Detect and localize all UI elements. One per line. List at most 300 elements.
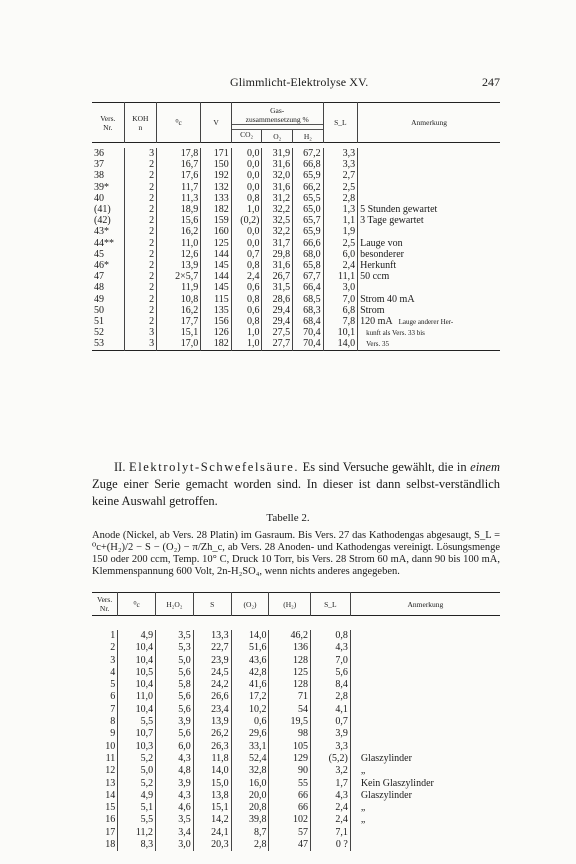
table-cell: 3 — [124, 338, 156, 350]
table-cell: 11,3 — [157, 193, 201, 204]
table-cell: 4,6 — [156, 802, 194, 814]
table-cell: 5,8 — [156, 679, 194, 691]
table-cell: 24,1 — [193, 827, 231, 839]
table-row — [92, 327, 500, 338]
table-row — [92, 691, 500, 703]
table-cell: 38 — [94, 170, 104, 182]
table-cell: 182 — [201, 204, 231, 215]
table-cell: 50 — [94, 304, 104, 316]
table-cell-note — [358, 226, 500, 237]
t1-col-nr: Nr. — [103, 122, 113, 132]
table-cell-note — [358, 238, 500, 249]
table-cell: 0,7 — [231, 249, 262, 260]
table-cell: 2 — [124, 170, 156, 181]
table-cell: 3,5 — [156, 630, 194, 642]
table-row — [92, 679, 500, 691]
table-cell: (41) — [94, 204, 111, 216]
table-cell: 0,7 — [311, 716, 351, 728]
table-cell: 26,3 — [193, 741, 231, 753]
table-cell: 14,2 — [193, 814, 231, 826]
note-text-small: kunft als Vers. 33 bis — [366, 329, 425, 338]
table-cell: 1 — [110, 630, 116, 641]
t2-col-h2o2: H₂O₂ — [156, 593, 194, 616]
table-cell: 2 — [124, 260, 156, 271]
table-cell: 2 — [124, 204, 156, 215]
table-cell: 13,3 — [193, 630, 231, 642]
table-cell: 66,8 — [293, 159, 324, 170]
section-text-2: Zuge einer Serie gemacht worden sind. In dieser ist dann selbst-verständlich keine Auswahl getroffen. — [92, 477, 500, 508]
table-cell: 4,9 — [118, 790, 156, 802]
table-cell: 0,0 — [231, 159, 262, 170]
table-cell: 144 — [201, 249, 231, 260]
table-cell: 17,8 — [157, 148, 201, 159]
t1-col-koh: KOH — [132, 113, 149, 123]
table-cell-note: Glaszylinder — [350, 790, 500, 802]
table-cell: 6,0 — [323, 249, 357, 260]
table-cell: 39* — [94, 181, 109, 193]
table-cell: 29,4 — [262, 305, 293, 316]
table-cell: 43,6 — [231, 655, 269, 667]
table-cell: 8,7 — [231, 827, 269, 839]
table-cell: 5,2 — [118, 778, 156, 790]
table-cell: 5,1 — [118, 802, 156, 814]
t1-col-gas-2: zusammensetzung % — [245, 115, 309, 124]
t2-col-o2: (O₂) — [231, 593, 269, 616]
table-cell: 4,3 — [311, 790, 351, 802]
table-2 — [92, 592, 500, 851]
table-row — [92, 260, 500, 271]
table-cell: 6,8 — [323, 305, 357, 316]
table-cell: 46* — [94, 260, 109, 272]
table-cell: 49 — [94, 293, 104, 305]
table-cell: 3,9 — [156, 716, 194, 728]
table-row — [92, 765, 500, 777]
table-cell: 2,8 — [311, 691, 351, 703]
table-cell: 68,4 — [293, 316, 324, 327]
table-row — [92, 226, 500, 237]
table-cell: 67,2 — [293, 148, 324, 159]
table-cell-note — [358, 327, 500, 338]
table-row — [92, 655, 500, 667]
table-cell: 132 — [201, 182, 231, 193]
table-cell: 55 — [269, 778, 311, 790]
table-cell: 144 — [201, 271, 231, 282]
table-cell-note — [358, 305, 500, 316]
table-cell: 66,2 — [293, 182, 324, 193]
table-row — [92, 204, 500, 215]
table-cell: 5,6 — [156, 728, 194, 740]
table-cell: 28,6 — [262, 294, 293, 305]
t1-col-v: V — [201, 103, 231, 143]
table-cell: 0,6 — [231, 305, 262, 316]
table-1-body — [92, 148, 500, 353]
table-cell: 4,3 — [156, 753, 194, 765]
table-cell: 5,3 — [156, 642, 194, 654]
table-cell: 126 — [201, 327, 231, 338]
note-text: Lauge von — [360, 237, 403, 249]
table-cell: 5,2 — [118, 753, 156, 765]
table-cell: 0,6 — [231, 716, 269, 728]
table-cell: 24,2 — [193, 679, 231, 691]
table-cell: 145 — [201, 282, 231, 293]
table-cell: 32,8 — [231, 765, 269, 777]
table-cell: 11 — [105, 752, 116, 764]
table-cell-note — [358, 148, 500, 159]
table-cell: 135 — [201, 305, 231, 316]
table-cell-note — [358, 249, 500, 260]
table-cell: 17 — [105, 826, 116, 838]
table-cell-note — [358, 338, 500, 350]
table-cell: 11,1 — [323, 271, 357, 282]
table-cell: 16,0 — [231, 778, 269, 790]
table-cell: 1,0 — [231, 327, 262, 338]
table-cell: 37 — [94, 159, 104, 171]
table-row — [92, 778, 500, 790]
table-cell: 2 — [124, 316, 156, 327]
page-number: 247 — [482, 75, 500, 89]
table-cell-note — [350, 716, 500, 728]
t1-col-o2: O₂ — [262, 130, 293, 143]
table-cell-note — [350, 667, 500, 679]
table-cell: 128 — [269, 655, 311, 667]
table-row — [92, 790, 500, 802]
table-cell: 10,3 — [118, 741, 156, 753]
table-cell: 32,5 — [262, 215, 293, 226]
table-row — [92, 193, 500, 204]
table-cell: 26,2 — [193, 728, 231, 740]
table-2-caption: Tabelle 2. — [266, 512, 310, 524]
table-cell: 145 — [201, 260, 231, 271]
note-text: 50 ccm — [360, 271, 390, 283]
table-cell: 3,9 — [156, 778, 194, 790]
note-text-small: Lauge anderer Her- — [398, 318, 454, 327]
table-cell: 3,4 — [156, 827, 194, 839]
t2-col-s: S — [193, 593, 231, 616]
table-cell: 0,8 — [231, 294, 262, 305]
table-cell: 17,0 — [157, 338, 201, 350]
table-cell: 0,8 — [231, 260, 262, 271]
table-cell: 13,9 — [157, 260, 201, 271]
section-text-1: Es sind Versuche gewählt, die in — [299, 460, 471, 474]
table-cell: 7,0 — [311, 655, 351, 667]
table-cell: 1,7 — [311, 778, 351, 790]
table-cell: 40 — [94, 192, 104, 204]
table-cell: 10,2 — [231, 704, 269, 716]
table-cell: 65,0 — [293, 204, 324, 215]
table-row — [92, 728, 500, 740]
table-cell: 16,7 — [157, 159, 201, 170]
table-cell: 14,0 — [323, 338, 357, 350]
table-cell: 2 — [110, 642, 116, 654]
table-cell: 0,0 — [231, 148, 262, 159]
table-cell: 5,0 — [118, 765, 156, 777]
t1-col-n: n — [138, 122, 143, 132]
table-cell: 1,0 — [231, 338, 262, 350]
table-cell: 2 — [124, 294, 156, 305]
table-row — [92, 215, 500, 226]
t2-col-oc: ⁰c — [118, 593, 156, 616]
table-cell: 43* — [94, 226, 109, 238]
table-cell: 12 — [105, 765, 116, 777]
table-cell: 5,6 — [156, 704, 194, 716]
table-cell: 3,3 — [311, 741, 351, 753]
table-cell: 11,0 — [118, 691, 156, 703]
table-cell: 0,0 — [231, 226, 262, 237]
table-cell: 0,0 — [231, 238, 262, 249]
table-cell: 125 — [201, 238, 231, 249]
table-2-description: Anode (Nickel, ab Vers. 28 Platin) im Gasraum. Bis Vers. 27 das Kathodengas abgesaugt, S_L = ⁰c+(H₂)/2 − S − (O₂) − π/Zh_c, ab Vers. 28 Anoden- und Kathodengas vereinigt. Lösungsmenge 150 oder 200 ccm, Temp. 10° C, Druck 10 Torr, bis Vers. 28 Strom 60 mA, dann 90 bis 100 mA, Klemmenspannung 600 Volt, 2n-H₂SO₄, wenn nichts anderes angegeben. — [92, 530, 500, 577]
table-cell: 15 — [105, 802, 116, 814]
t1-col-gas: Gas- — [270, 106, 285, 115]
table-row — [92, 753, 500, 765]
table-cell: 2×5,7 — [157, 271, 201, 282]
table-cell: 2 — [124, 159, 156, 170]
table-row — [92, 170, 500, 181]
table-cell: 125 — [269, 667, 311, 679]
table-cell: 31,6 — [262, 260, 293, 271]
t2-col-sl: S_L — [311, 593, 351, 616]
table-cell: 136 — [269, 642, 311, 654]
table-cell-note — [350, 839, 500, 851]
table-cell: 13,8 — [193, 790, 231, 802]
table-cell: 26,6 — [193, 691, 231, 703]
table-row — [92, 159, 500, 170]
table-cell: 53 — [94, 338, 104, 350]
section-italic: einem — [470, 460, 501, 474]
table-cell: 70,4 — [293, 338, 324, 350]
table-cell: 68,0 — [293, 249, 324, 260]
table-row — [92, 827, 500, 839]
table-cell: 105 — [269, 741, 311, 753]
table-cell-note — [350, 827, 500, 839]
table-cell: 19,5 — [269, 716, 311, 728]
table-cell: 39,8 — [231, 814, 269, 826]
table-cell: 3 — [124, 148, 156, 159]
table-cell-note — [350, 655, 500, 667]
table-cell: 4,3 — [311, 642, 351, 654]
table-cell: 4 — [110, 666, 116, 678]
note-text-small: Vers. 35 — [366, 340, 390, 349]
table-cell: 2 — [124, 271, 156, 282]
table-cell: 159 — [201, 215, 231, 226]
table-cell: 29,4 — [262, 316, 293, 327]
table-cell: 51 — [94, 316, 104, 328]
table-cell: 3,0 — [323, 282, 357, 293]
table-cell-note: „ — [350, 765, 500, 777]
table-cell: 66,6 — [293, 238, 324, 249]
table-cell: 68,3 — [293, 305, 324, 316]
table-cell-note — [358, 182, 500, 193]
table-cell: 102 — [269, 814, 311, 826]
table-cell: 156 — [201, 316, 231, 327]
table-cell: 2 — [124, 215, 156, 226]
table-row — [92, 704, 500, 716]
table-cell: 4,8 — [156, 765, 194, 777]
table-cell: 0,8 — [231, 193, 262, 204]
table-cell: 4,1 — [311, 704, 351, 716]
table-cell: 17,7 — [157, 316, 201, 327]
table-cell: 3 — [124, 327, 156, 338]
table-cell: 90 — [269, 765, 311, 777]
table-cell: 5,6 — [311, 667, 351, 679]
table-row — [92, 316, 500, 327]
table-cell: 2 — [124, 305, 156, 316]
table-row — [92, 238, 500, 249]
note-text: Strom — [360, 304, 385, 316]
table-row — [92, 814, 500, 826]
table-cell: 15,1 — [157, 327, 201, 338]
table-row — [92, 741, 500, 753]
table-row — [92, 642, 500, 654]
table-cell: 32,0 — [262, 170, 293, 181]
table-cell: 11,9 — [157, 282, 201, 293]
table-cell: 54 — [269, 704, 311, 716]
table-cell: 14,0 — [193, 765, 231, 777]
table-cell-note — [350, 679, 500, 691]
table-cell: 2,4 — [231, 271, 262, 282]
table-cell: 71 — [269, 691, 311, 703]
table-row — [92, 716, 500, 728]
table-cell-note — [350, 704, 500, 716]
table-cell: 45 — [94, 248, 104, 260]
table-cell: 5,0 — [156, 655, 194, 667]
table-cell: 31,9 — [262, 148, 293, 159]
t1-col-sl: S_L — [323, 103, 357, 143]
table-cell: 3,3 — [323, 159, 357, 170]
table-cell: 22,7 — [193, 642, 231, 654]
table-cell-note — [358, 294, 500, 305]
table-cell: 48 — [94, 282, 104, 294]
table-cell: 44** — [94, 237, 114, 249]
table-cell: 128 — [269, 679, 311, 691]
table-cell: 2,7 — [323, 170, 357, 181]
table-cell: 5,6 — [156, 691, 194, 703]
table-cell: 2,5 — [323, 182, 357, 193]
table-cell: 32,2 — [262, 226, 293, 237]
table-cell: 10,4 — [118, 679, 156, 691]
table-cell: 3,3 — [323, 148, 357, 159]
table-cell-note: „ — [350, 802, 500, 814]
table-cell: 65,7 — [293, 215, 324, 226]
table-cell: 4,3 — [156, 790, 194, 802]
table-cell: 1,3 — [323, 204, 357, 215]
table-cell: 0,0 — [231, 182, 262, 193]
table-cell-note — [358, 159, 500, 170]
table-cell: 2 — [124, 238, 156, 249]
table-cell: (42) — [94, 215, 111, 227]
table-row — [92, 249, 500, 260]
section-ii — [92, 459, 500, 510]
table-cell: 10,5 — [118, 667, 156, 679]
table-cell-note — [350, 691, 500, 703]
table-cell: 41,6 — [231, 679, 269, 691]
table-cell: 1,9 — [323, 226, 357, 237]
table-1 — [92, 102, 500, 353]
table-cell: 66 — [269, 802, 311, 814]
table-cell: 3,9 — [311, 728, 351, 740]
table-cell-note — [358, 282, 500, 293]
table-cell: 31,6 — [262, 182, 293, 193]
table-cell: 31,5 — [262, 282, 293, 293]
table-cell: 15,6 — [157, 215, 201, 226]
table-cell: 17,6 — [157, 170, 201, 181]
table-cell: 47 — [94, 271, 104, 283]
table-cell-note — [358, 170, 500, 181]
table-cell: 2,8 — [323, 193, 357, 204]
table-cell: 20,8 — [231, 802, 269, 814]
table-cell: 2 — [124, 193, 156, 204]
table-cell: 1,0 — [231, 204, 262, 215]
table-cell: 133 — [201, 193, 231, 204]
table-cell: 23,4 — [193, 704, 231, 716]
table-cell: 2,8 — [231, 839, 269, 851]
table-cell: 0,0 — [231, 170, 262, 181]
table-cell: 16,2 — [157, 226, 201, 237]
table-cell: 2,4 — [311, 814, 351, 826]
table-cell-note: Kein Glaszylinder — [350, 778, 500, 790]
table-cell: 65,8 — [293, 260, 324, 271]
table-cell: 52 — [94, 327, 104, 339]
t2-col-h2: (H₂) — [269, 593, 311, 616]
table-cell: 2,5 — [323, 238, 357, 249]
table-cell-note — [358, 204, 500, 215]
table-cell: 31,7 — [262, 238, 293, 249]
note-text: 3 Tage gewartet — [360, 215, 424, 227]
table-cell: 8,4 — [311, 679, 351, 691]
table-row — [92, 271, 500, 282]
table-cell: 115 — [201, 294, 231, 305]
table-row — [92, 630, 500, 642]
note-text: 120 mA — [360, 316, 393, 328]
table-cell: 0,8 — [311, 630, 351, 642]
t1-col-oc: ⁰c — [157, 103, 201, 143]
table-cell: 16 — [105, 814, 116, 826]
table-row — [92, 305, 500, 316]
table-cell: 3,0 — [156, 839, 194, 851]
table-cell: 171 — [201, 148, 231, 159]
table-cell: 57 — [269, 827, 311, 839]
table-cell: 11,0 — [157, 238, 201, 249]
t2-col-anmerkung: Anmerkung — [350, 593, 500, 616]
table-cell: 4,9 — [118, 630, 156, 642]
note-text: Strom 40 mA — [360, 293, 415, 305]
table-cell: 5 — [110, 679, 116, 691]
t2-col-vers: Vers. — [97, 595, 113, 604]
table-cell: 2,4 — [311, 802, 351, 814]
table-cell: 5,5 — [118, 716, 156, 728]
table-cell: 18,9 — [157, 204, 201, 215]
table-cell: 65,5 — [293, 193, 324, 204]
table-cell: 192 — [201, 170, 231, 181]
table-cell: 47 — [269, 839, 311, 851]
table-cell: 182 — [201, 338, 231, 350]
table-cell-note — [350, 630, 500, 642]
table-cell: 24,5 — [193, 667, 231, 679]
t2-col-nr: Nr. — [99, 604, 110, 613]
table-cell: 2 — [124, 226, 156, 237]
table-cell: 10,8 — [157, 294, 201, 305]
running-title: Glimmlicht-Elektrolyse XV. — [230, 75, 369, 89]
table-cell-note — [358, 193, 500, 204]
table-cell: 31,2 — [262, 193, 293, 204]
table-cell: 51,6 — [231, 642, 269, 654]
table-cell: 23,9 — [193, 655, 231, 667]
table-row — [92, 802, 500, 814]
table-cell: 0 ? — [311, 839, 351, 851]
table-2-body — [92, 630, 500, 851]
t1-col-co2: CO₂ — [231, 130, 262, 143]
table-cell: 2 — [124, 182, 156, 193]
